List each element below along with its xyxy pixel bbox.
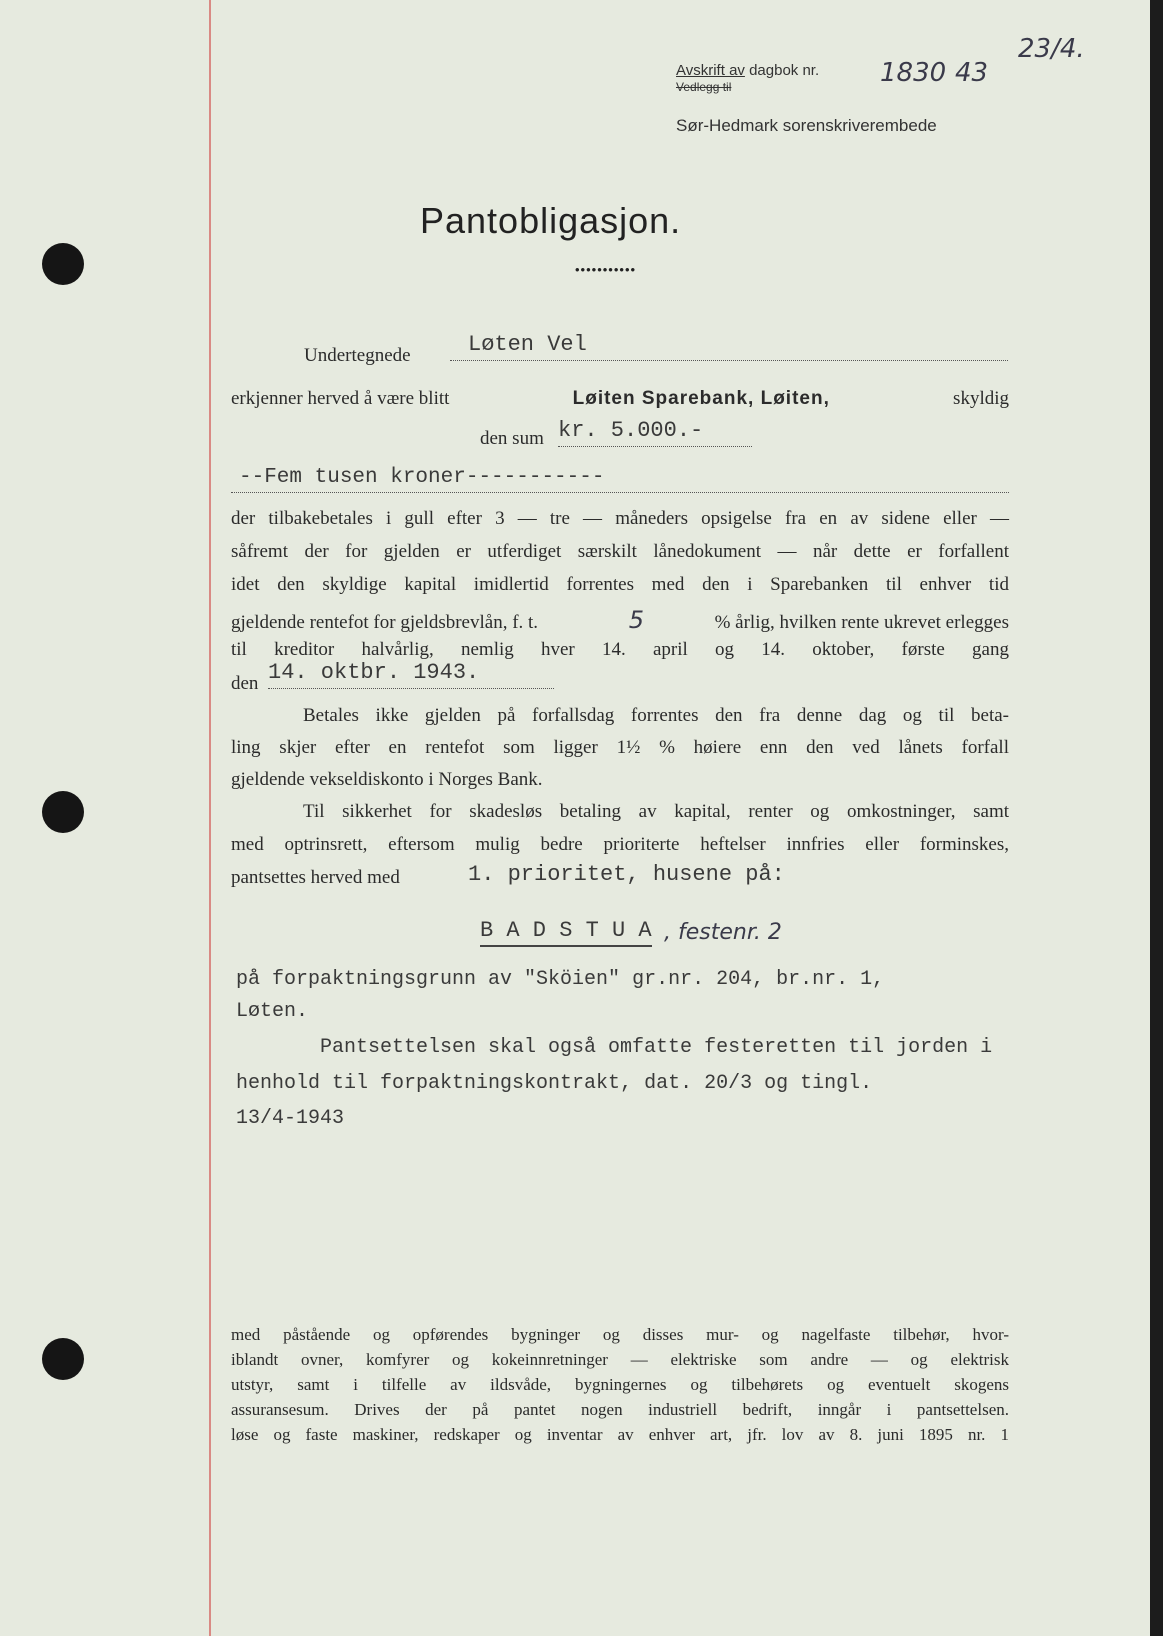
margin-line <box>209 0 211 1636</box>
debtor-name: Løten Vel <box>468 332 587 357</box>
page-title: Pantobligasjon. <box>420 200 682 241</box>
security-line-3-label: pantsettes herved med <box>231 867 400 888</box>
default-line-1: Betales ikke gjelden på forfallsdag forrentes den fra denne dag og til beta- <box>303 705 1009 726</box>
property-line-5: 13/4-1943 <box>236 1107 345 1130</box>
footer-line-1: med påstående og opførendes bygninger og disses mur- og nagelfaste tilbehør, hvor- <box>231 1325 1009 1344</box>
footer-line-2: iblandt ovner, komfyrer og kokeinnretninger — elektriske som andre — og elektrisk <box>231 1350 1009 1369</box>
security-line-2: med optrinsrett, eftersom mulig bedre prioriterte heftelser innfries eller forminskes, <box>231 834 1009 855</box>
header-office: Sør-Hedmark sorenskriverembede <box>676 116 937 135</box>
terms-line-4 <box>231 606 1009 634</box>
first-payment-date: 14. oktbr. 1943. <box>268 660 480 685</box>
header-line-1 <box>676 62 819 79</box>
header-struck-text: Vedlegg til <box>676 80 732 94</box>
default-line-3: gjeldende vekseldiskonto i Norges Bank. <box>231 769 543 790</box>
footer-line-3: utstyr, samt i tilfelle av ildsvåde, bygningernes og tilbehørets og eventuelt skogens <box>231 1375 1009 1394</box>
title-dots: ••••••••••• <box>575 262 637 277</box>
terms-den-label: den <box>231 673 259 694</box>
priority-text: 1. prioritet, husene på: <box>468 862 785 887</box>
footer-line-5: løse og faste maskiner, redskaper og inventar av enhver art, jfr. lov av 8. juni 1895 nr. 1 <box>231 1425 1009 1444</box>
terms-line-2: såfremt der for gjelden er utferdiget særskilt lånedokument — når dette er forfallent <box>231 541 1009 562</box>
dagbok-number: 1830 <box>880 58 947 88</box>
dagbok-date: 23/4. <box>1018 34 1085 64</box>
terms-line-1: der tilbakebetales i gull efter 3 — tre — måneders opsigelse fra en av sidene eller — <box>231 508 1009 529</box>
ack-line <box>231 388 1009 410</box>
first-payment-field <box>268 660 554 689</box>
bank-name: Løiten Sparebank, Løiten, <box>572 388 830 409</box>
punch-hole <box>42 243 84 285</box>
dagbok-year: 43 <box>955 58 989 88</box>
punch-hole <box>42 1338 84 1380</box>
footer-line-4: assuransesum. Drives der på pantet nogen industriell bedrift, inngår i pantsettelsen. <box>231 1400 1009 1419</box>
terms-rate-suffix: % årlig, hvilken rente ukrevet erlegges <box>714 612 1009 633</box>
terms-line-5: til kreditor halvårlig, nemlig hver 14. april og 14. oktober, første gang <box>231 639 1009 660</box>
default-line-2: ling skjer efter en rentefot som ligger 1½ % høiere enn den ved lånets forfall <box>231 737 1009 758</box>
ack-suffix: skyldig <box>953 388 1009 409</box>
sum-words: --Fem tusen kroner----------- <box>239 466 605 489</box>
debtor-field <box>450 332 1008 361</box>
ack-prefix: erkjenner herved å være blitt <box>231 388 450 409</box>
sum-label: den sum <box>480 428 544 449</box>
terms-line-3: idet den skyldige kapital imidlertid forrentes med den i Sparebanken til enhver tid <box>231 574 1009 595</box>
header-avskrift: Avskrift av <box>676 62 745 79</box>
property-line-1: på forpaktningsgrunn av "Sköien" gr.nr. 204, br.nr. 1, <box>236 968 885 991</box>
property-line-2: Løten. <box>236 1000 309 1023</box>
property-name: B A D S T U A <box>480 918 652 947</box>
interest-rate: 5 <box>628 606 644 634</box>
header-dagbok-label: dagbok nr. <box>749 62 820 79</box>
security-line-1: Til sikkerhet for skadesløs betaling av kapital, renter og omkostninger, samt <box>303 801 1009 822</box>
sum-words-field <box>231 466 1009 493</box>
punch-hole <box>42 791 84 833</box>
property-line-4: henhold til forpaktningskontrakt, dat. 20/3 og tingl. <box>236 1072 873 1095</box>
sum-field <box>558 418 752 447</box>
property-line-3: Pantsettelsen skal også omfatte festeretten til jorden i <box>320 1036 993 1059</box>
undertegnede-label: Undertegnede <box>304 345 411 366</box>
terms-rate-prefix: gjeldende rentefot for gjeldsbrevlån, f. t. <box>231 612 539 633</box>
sum-amount: kr. 5.000.- <box>558 418 704 443</box>
property-hand-note: , festenr. 2 <box>664 920 782 945</box>
